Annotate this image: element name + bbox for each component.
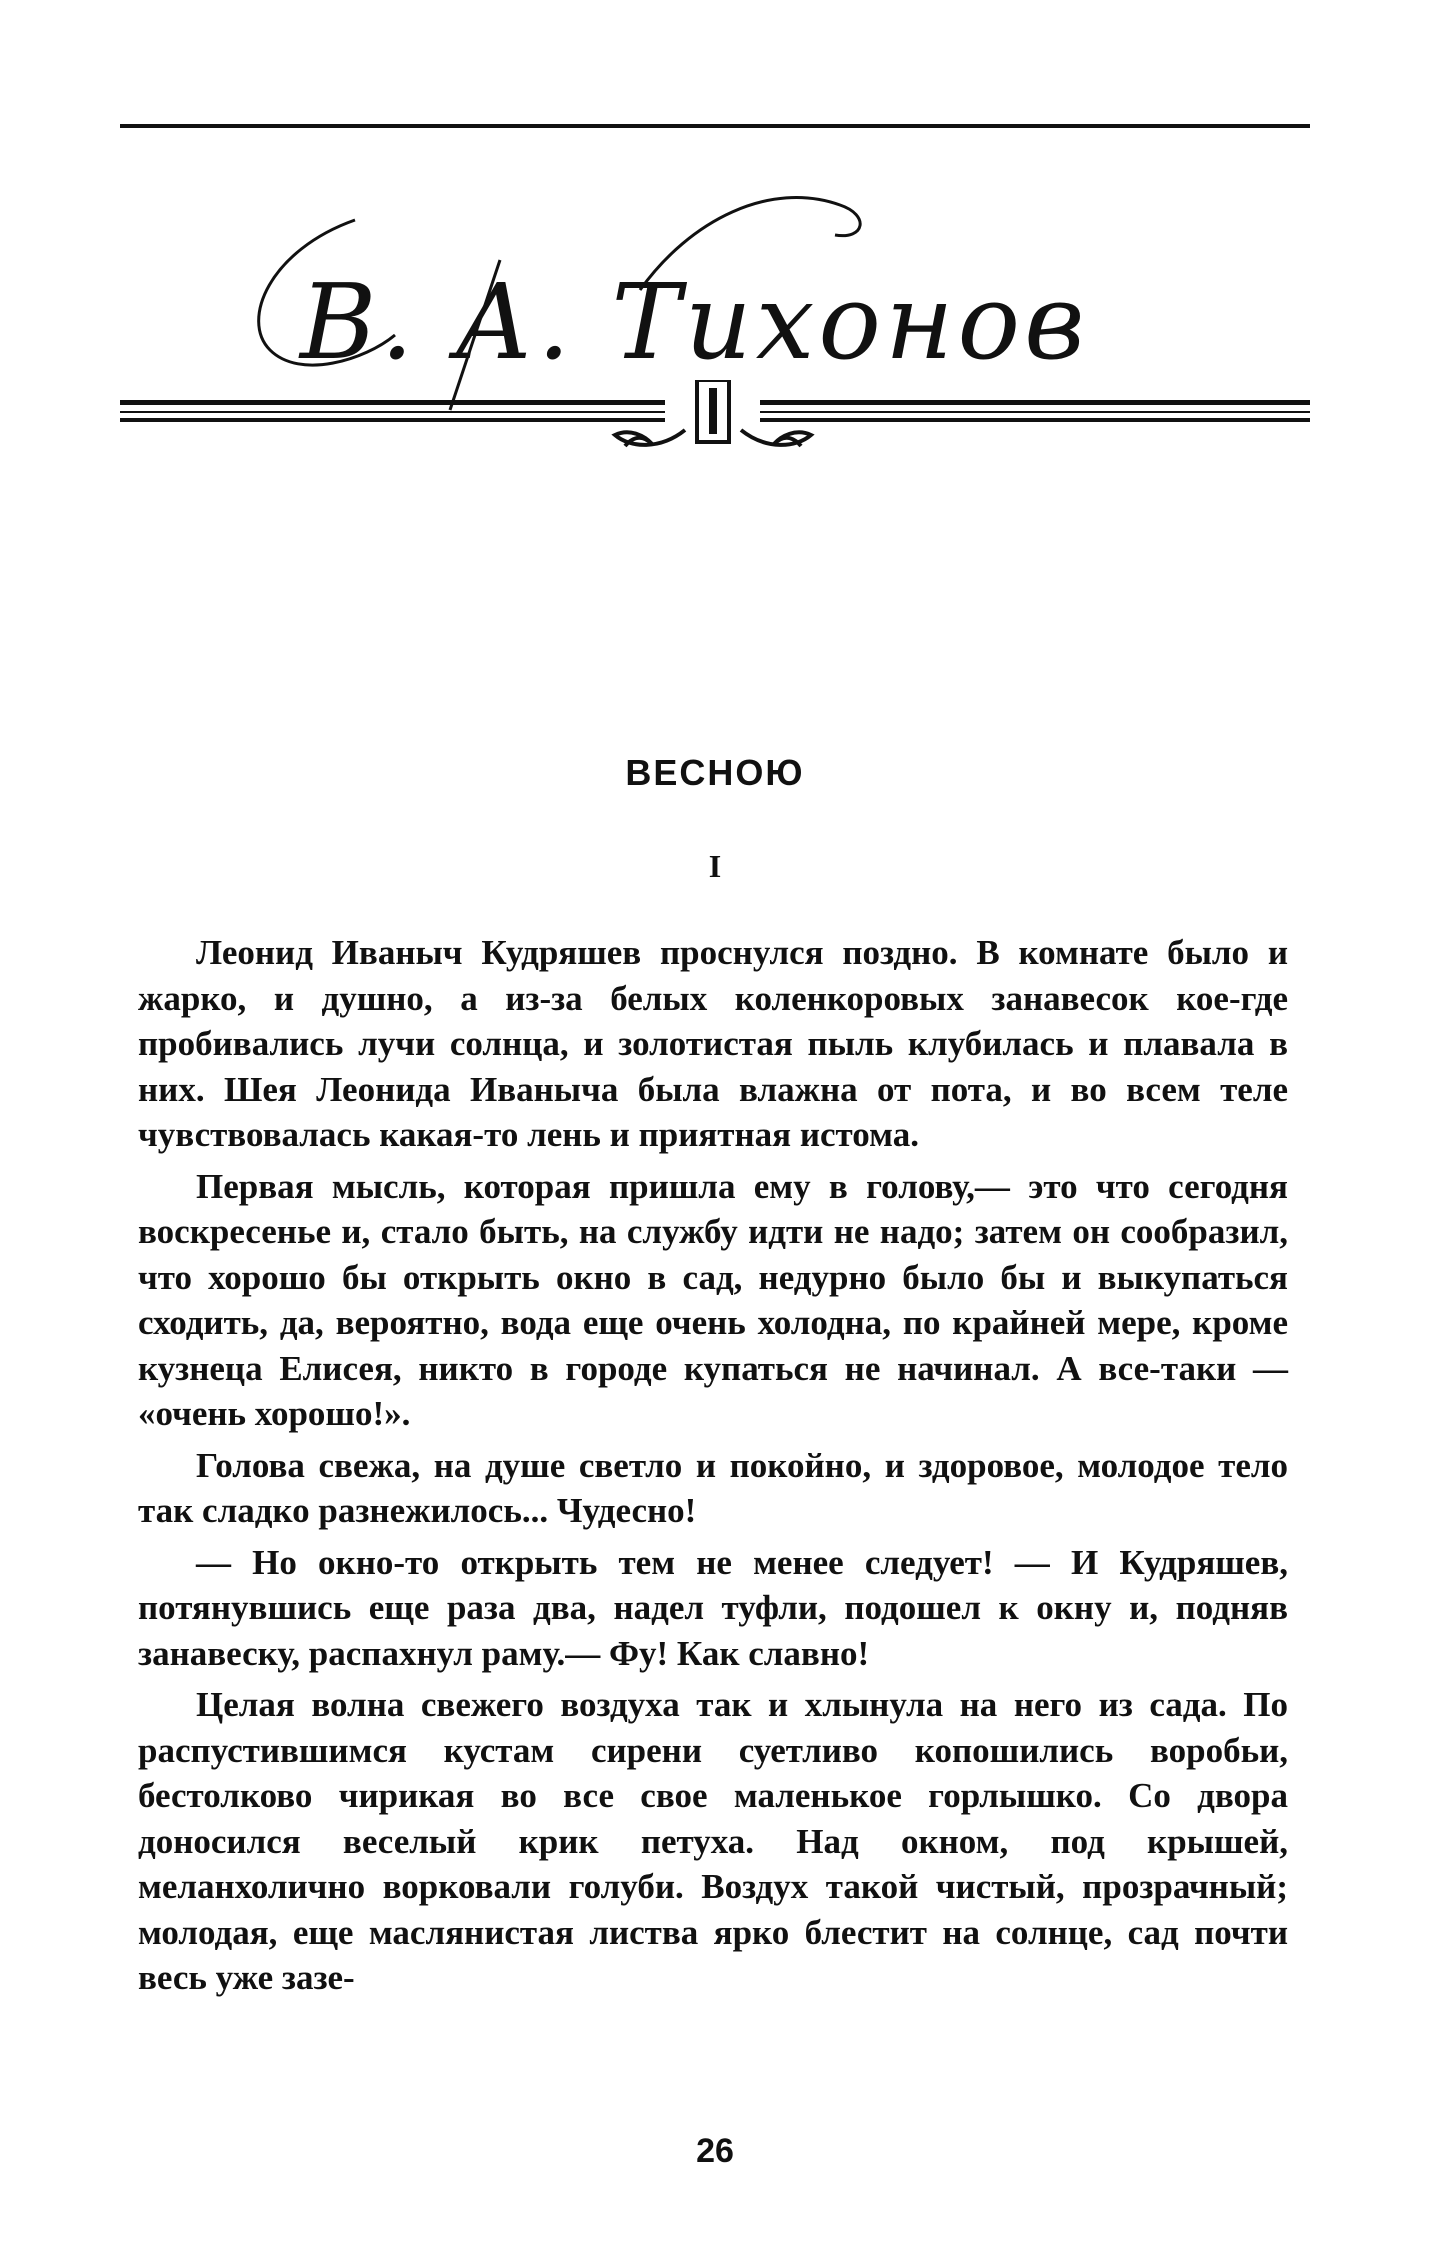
text-body xyxy=(138,930,1288,2001)
paragraph: Целая волна свежего воздуха так и хлынула на него из сада. По распустившимся кустам сирени суетливо копошились воробьи, бестолково чирикая во все свое маленькое горлышко. Со двора доносился веселый крик петуха. Над окном, под крышей, меланхолично ворковали голуби. Воздух такой чистый, прозрачный; молодая, еще маслянистая листва ярко блестит на солнце, сад почти весь уже зазе- xyxy=(138,1685,1288,1997)
paragraph: Первая мысль, которая пришла ему в голову,— это что сегодня воскресенье и, стало быть, на службу идти не надо; затем он сообразил, что хорошо бы открыть окно в сад, недурно было бы и выкупаться сходить, да, вероятно, вода еще очень холодна, по крайней мере, кроме кузнеца Елисея, никто в городе купаться не начинал. А все-таки — «очень хорошо!». xyxy=(138,1166,1288,1433)
paragraph: Леонид Иваныч Кудряшев проснулся поздно. В комнате было и жарко, и душно, а из-за белых коленкоровых занавесок кое-где пробивались лучи солнца, и золотистая пыль клубилась и плавала в них. Шея Леонида Иваныча была влажна от пота, и во всем теле чувствовалась какая-то лень и приятная истома. xyxy=(138,933,1288,1154)
story-title: ВЕСНОЮ xyxy=(625,752,805,793)
author-name: В. А. Тихонов xyxy=(300,261,1089,383)
author-header xyxy=(120,110,1310,530)
chapter-number: I xyxy=(708,848,722,884)
paragraph: — Но окно-то открыть тем не менее следует! — И Кудряшев, потянувшись еще раза два, надел туфли, подошел к окну и, подняв занавеску, распахнул раму.— Фу! Как славно! xyxy=(138,1542,1288,1673)
ornamental-divider-icon xyxy=(120,380,1310,520)
paragraph: Голова свежа, на душе светло и покойно, и здоровое, молодое тело так сладко разнежилось... Чудесно! xyxy=(138,1445,1288,1530)
page-number: 26 xyxy=(696,2132,734,2170)
